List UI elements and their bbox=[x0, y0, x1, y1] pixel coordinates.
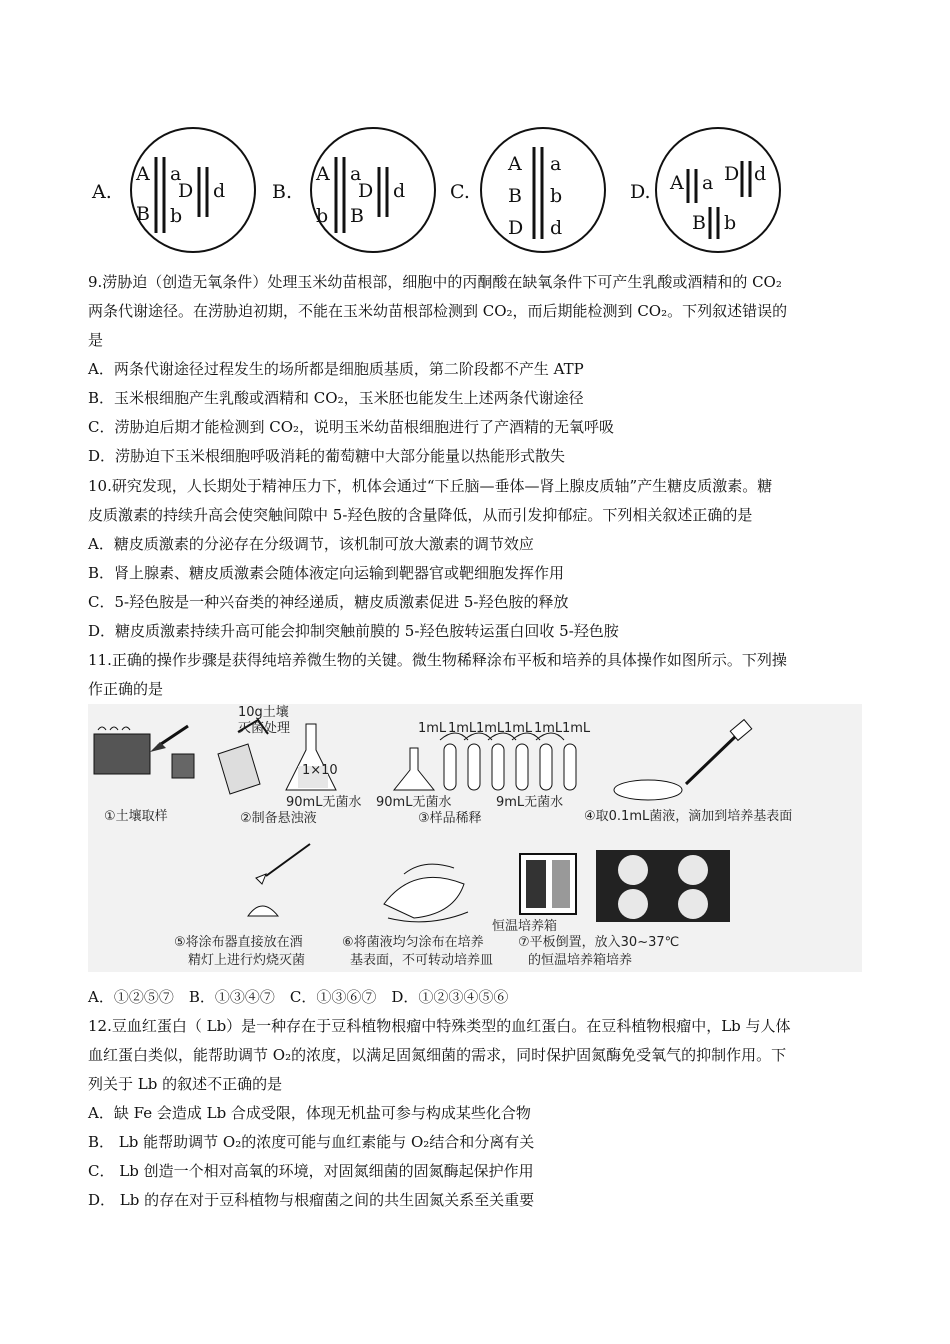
q10-stem-line: 10.研究发现，人长期处于精神压力下，机体会通过“下丘脑—垂体—肾上腺皮质轴”产生糖皮质激素。糖 bbox=[88, 477, 773, 495]
svg-text:d: d bbox=[754, 163, 767, 185]
q12-stem-line: 12.豆血红蛋白（ Lb）是一种存在于豆科植物根瘤中特殊类型的血红蛋白。在豆科植物根瘤中，Lb 与人体 bbox=[88, 1017, 791, 1035]
step-6-caption-line-1: ⑥将菌液均匀涂布在培养 bbox=[342, 935, 484, 950]
svg-text:B: B bbox=[508, 185, 522, 207]
svg-text:D: D bbox=[508, 217, 524, 239]
incubator-label: 恒温培养箱 bbox=[492, 919, 558, 934]
pipette-illustration bbox=[614, 720, 752, 800]
option-d-label: D. bbox=[630, 181, 651, 203]
q9-option-b: B．玉米根细胞产生乳酸或酒精和 CO₂，玉米胚也能发生上述两条代谢途径 bbox=[88, 389, 584, 407]
svg-text:d: d bbox=[213, 180, 226, 202]
step-6-caption-line-2: 基表面，不可转动培养皿 bbox=[350, 953, 494, 968]
tube-label: 1mL bbox=[448, 721, 477, 736]
question-12 bbox=[88, 1012, 868, 1215]
q12-stem-line: 血红蛋白类似，能帮助调节 O₂的浓度，以满足固氮细菌的需求，同时保护固氮酶免受氧气的抑制作用。下 bbox=[88, 1046, 787, 1064]
q12-option-a: A．缺 Fe 会造成 Lb 合成受限，体现无机盐可参与构成某些化合物 bbox=[88, 1104, 531, 1122]
cell-c bbox=[481, 128, 605, 252]
tube-label: 1mL bbox=[476, 721, 505, 736]
svg-text:B: B bbox=[136, 203, 150, 225]
q12-stem-line: 列关于 Lb 的叙述不正确的是 bbox=[88, 1075, 283, 1093]
svg-text:b: b bbox=[550, 185, 563, 207]
q11-stem-line: 11.正确的操作步骤是获得纯培养微生物的关键。微生物稀释涂布平板和培养的具体操作如图所示。下列操 bbox=[88, 651, 787, 669]
svg-text:A: A bbox=[136, 163, 150, 185]
option-b-label: B. bbox=[272, 181, 293, 203]
svg-text:D: D bbox=[724, 163, 740, 185]
step-3-caption: ③样品稀释 bbox=[418, 811, 482, 826]
question-11 bbox=[88, 646, 868, 704]
svg-text:d: d bbox=[550, 217, 563, 239]
svg-text:A: A bbox=[508, 153, 522, 175]
step-5-caption-line-1: ⑤将涂布器直接放在酒 bbox=[174, 935, 303, 950]
question-10 bbox=[88, 472, 868, 646]
plating-procedure-figure bbox=[88, 704, 862, 972]
water-90ml-label: 90mL无菌水 bbox=[286, 795, 362, 810]
svg-text:b: b bbox=[170, 205, 183, 227]
chromosome-figure bbox=[88, 125, 790, 253]
svg-text:a: a bbox=[350, 163, 362, 185]
q10-stem-line: 皮质激素的持续升高会使突触间隙中 5-羟色胺的含量降低，从而引发抑郁症。下列相关叙述正确的是 bbox=[88, 506, 753, 524]
water-90ml-label-2: 90mL无菌水 bbox=[376, 795, 452, 810]
q10-option-c: C．5-羟色胺是一种兴奋类的神经递质，糖皮质激素促进 5-羟色胺的释放 bbox=[88, 593, 569, 611]
soil-sampling-illustration bbox=[94, 726, 194, 778]
soil-label: 10g土壤 bbox=[238, 705, 289, 720]
q10-option-a: A．糖皮质激素的分泌存在分级调节，该机制可放大激素的调节效应 bbox=[88, 535, 534, 553]
svg-text:b: b bbox=[724, 212, 737, 234]
cell-d bbox=[656, 128, 780, 252]
spreader-flame-illustration bbox=[248, 844, 310, 916]
tube-label: 1mL bbox=[504, 721, 533, 736]
q12-option-d: D． Lb 的存在对于豆科植物与根瘤菌之间的共生固氮关系至关重要 bbox=[88, 1191, 535, 1209]
tube-label: 1mL bbox=[534, 721, 563, 736]
svg-text:a: a bbox=[170, 163, 182, 185]
svg-text:a: a bbox=[702, 172, 714, 194]
svg-text:D: D bbox=[358, 180, 374, 202]
q12-option-c: C． Lb 创造一个相对高氧的环境，对固氮细菌的固氮酶起保护作用 bbox=[88, 1162, 534, 1180]
svg-text:d: d bbox=[393, 180, 406, 202]
q11-stem-line: 作正确的是 bbox=[88, 680, 164, 698]
flask-label: 1×10 bbox=[302, 763, 338, 778]
step-7-caption-line-2: 的恒温培养箱培养 bbox=[528, 953, 633, 968]
spreading-hands-illustration bbox=[384, 864, 468, 922]
svg-text:B: B bbox=[692, 212, 706, 234]
option-a-label: A. bbox=[92, 181, 112, 203]
q9-stem-line: 是 bbox=[88, 331, 104, 349]
step-5-caption-line-2: 精灯上进行灼烧灭菌 bbox=[188, 953, 306, 968]
tube-label: 1mL bbox=[562, 721, 591, 736]
cell-a bbox=[131, 128, 255, 252]
water-9ml-label: 9mL无菌水 bbox=[496, 795, 564, 810]
svg-text:B: B bbox=[350, 205, 364, 227]
q11-options bbox=[88, 983, 868, 1012]
cell-b bbox=[311, 128, 435, 252]
q9-stem-line: 两条代谢途径。在涝胁迫初期，不能在玉米幼苗根部检测到 CO₂，而后期能检测到 CO₂。下列叙述错误的 bbox=[88, 302, 788, 320]
q12-option-b: B． Lb 能帮助调节 O₂的浓度可能与血红素能与 O₂结合和分离有关 bbox=[88, 1133, 535, 1151]
q9-option-a: A．两条代谢途径过程发生的场所都是细胞质基质，第二阶段都不产生 ATP bbox=[88, 360, 584, 378]
step-1-caption: ①土壤取样 bbox=[104, 809, 168, 824]
q11-options-line: A．①②⑤⑦ B．①③④⑦ C．①③⑥⑦ D．①②③④⑤⑥ bbox=[88, 988, 509, 1006]
svg-text:D: D bbox=[178, 180, 194, 202]
svg-text:a: a bbox=[550, 153, 562, 175]
tube-label: 1mL bbox=[418, 721, 447, 736]
q9-stem-line: 9.涝胁迫（创造无氧条件）处理玉米幼苗根部，细胞中的丙酮酸在缺氧条件下可产生乳酸或酒精和的 CO₂ bbox=[88, 273, 782, 291]
sterilize-label: 灭菌处理 bbox=[238, 721, 291, 736]
svg-text:A: A bbox=[670, 172, 684, 194]
q10-option-d: D．糖皮质激素持续升高可能会抑制突触前膜的 5-羟色胺转运蛋白回收 5-羟色胺 bbox=[88, 622, 619, 640]
incubator-illustration bbox=[520, 850, 730, 922]
svg-text:A: A bbox=[316, 163, 330, 185]
step-7-caption-line-1: ⑦平板倒置，放入30~37℃ bbox=[518, 935, 680, 950]
q10-option-b: B．肾上腺素、糖皮质激素会随体液定向运输到靶器官或靶细胞发挥作用 bbox=[88, 564, 565, 582]
step-4-caption: ④取0.1mL菌液，滴加到培养基表面 bbox=[584, 809, 793, 824]
dilution-illustration bbox=[394, 733, 576, 790]
q9-option-d: D．涝胁迫下玉米根细胞呼吸消耗的葡萄糖中大部分能量以热能形式散失 bbox=[88, 447, 566, 465]
question-9 bbox=[88, 268, 868, 471]
q9-option-c: C．涝胁迫后期才能检测到 CO₂，说明玉米幼苗根细胞进行了产酒精的无氧呼吸 bbox=[88, 418, 615, 436]
option-c-label: C. bbox=[450, 181, 470, 203]
svg-text:b: b bbox=[316, 205, 329, 227]
step-2-caption: ②制备悬浊液 bbox=[240, 811, 317, 826]
